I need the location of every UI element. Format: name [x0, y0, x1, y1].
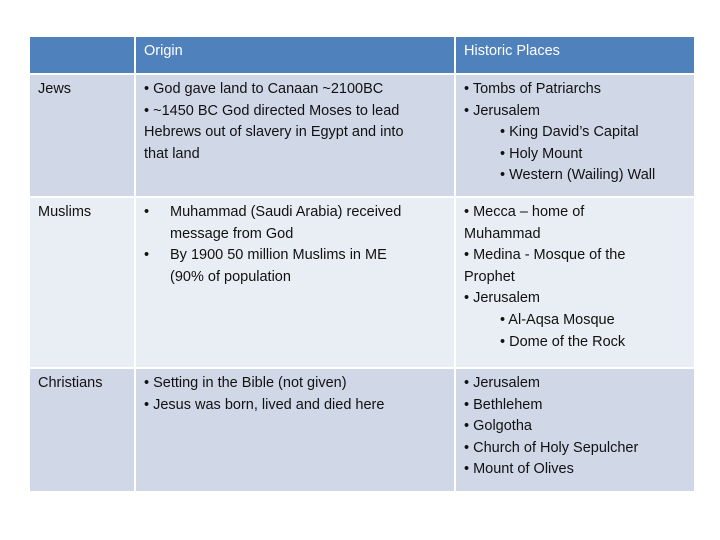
row-label-christians: Christians	[30, 369, 134, 491]
header-cell-historic-places: Historic Places	[456, 37, 694, 73]
origin-cell-muslims	[136, 198, 454, 367]
origin-line: (90% of population	[170, 268, 291, 285]
place-subitem: • Western (Wailing) Wall	[500, 167, 656, 184]
place-item: • Jerusalem	[464, 102, 540, 119]
origin-line: Muhammad (Saudi Arabia) received	[170, 204, 402, 220]
place-item: • Jerusalem	[464, 375, 540, 391]
place-item: Muhammad	[464, 225, 541, 242]
origin-line: that land	[144, 145, 200, 162]
bullet: •	[144, 247, 150, 264]
place-subitem: • Al-Aqsa Mosque	[500, 311, 615, 328]
origin-line: Hebrews out of slavery in Egypt and into	[144, 124, 404, 141]
origin-bullet-item	[144, 245, 446, 288]
place-item: Prophet	[464, 268, 515, 285]
place-subitem: • King David’s Capital	[500, 124, 639, 141]
place-item: • Medina - Mosque of the	[464, 247, 626, 264]
origin-line: • God gave land to Canaan ~2100BC	[144, 81, 384, 97]
places-cell-jews	[456, 75, 694, 196]
bullet: •	[144, 204, 150, 220]
places-cell-muslims	[456, 198, 694, 367]
origin-cell-christians	[136, 369, 454, 491]
origin-line: By 1900 50 million Muslims in ME	[170, 247, 387, 264]
origin-bullet-item	[144, 202, 446, 245]
place-item: • Golgotha	[464, 418, 532, 435]
place-item: • Tombs of Patriarchs	[464, 81, 601, 97]
origin-line: message from God	[170, 225, 294, 242]
place-item: • Jerusalem	[464, 290, 540, 307]
place-item: • Church of Holy Sepulcher	[464, 439, 639, 456]
origin-cell-jews	[136, 75, 454, 196]
row-label-jews: Jews	[30, 75, 134, 196]
origin-line: • Setting in the Bible (not given)	[144, 375, 347, 391]
places-cell-christians	[456, 369, 694, 491]
place-subitem: • Dome of the Rock	[500, 333, 626, 350]
place-item: • Mount of Olives	[464, 461, 574, 478]
header-cell-origin: Origin	[136, 37, 454, 73]
place-item: • Mecca – home of	[464, 204, 585, 220]
origin-line: • Jesus was born, lived and died here	[144, 396, 385, 413]
row-label-muslims: Muslims	[30, 198, 134, 367]
place-item: • Bethlehem	[464, 396, 543, 413]
place-subitem: • Holy Mount	[500, 145, 583, 162]
header-cell-group	[30, 37, 134, 73]
origin-line: • ~1450 BC God directed Moses to lead	[144, 102, 400, 119]
